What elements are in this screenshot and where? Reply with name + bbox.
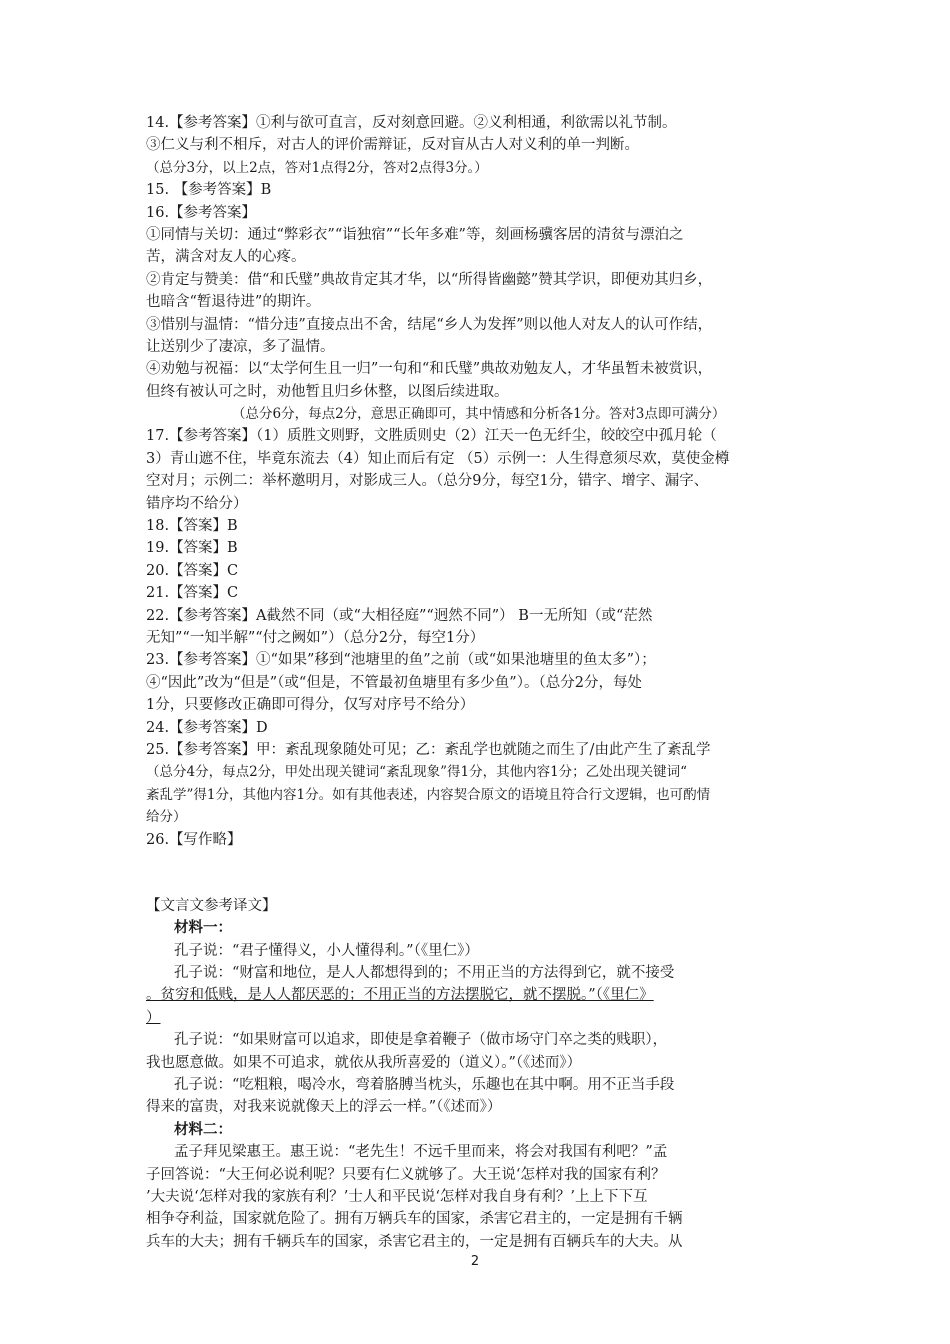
answer-14: [146, 112, 818, 179]
answer-23-line: ④“因此”改为“但是”（或“但是，不管最初鱼塘里有多少鱼”）。（总分2分，每处: [146, 674, 642, 691]
translation-title: 【文言文参考译文】: [146, 897, 277, 914]
answer-16-line: 但终有被认可之时，劝他暂且归乡休整，以图后续进取。: [146, 383, 509, 400]
material-2-heading: 材料二：: [174, 1120, 232, 1138]
material-1-heading: 材料一：: [174, 919, 232, 937]
answer-16-line: 也暗含“暂退待进”的期许。: [146, 294, 321, 311]
answer-20: 20.【答案】C: [146, 562, 239, 579]
answer-16: [146, 202, 818, 426]
answer-16-line: 让送别少了凄凉，多了温情。: [146, 338, 335, 355]
answer-17-line: 错序均不给分）: [146, 495, 248, 512]
answer-24: 24.【参考答案】D: [146, 719, 268, 736]
page-number: 2: [470, 1254, 480, 1269]
material-1-line: 孔子说：“君子懂得义，小人懂得利。”（《里仁》）: [174, 942, 479, 959]
answer-14-score: （总分3分，以上2点，答对1点得2分，答对2点得3分。）: [146, 159, 488, 176]
material-2-line: 兵车的大夫；拥有千辆兵车的国家，杀害它君主的，一定是拥有百辆兵车的大夫。从: [146, 1233, 683, 1250]
answer-17-line: 空对月；示例二：举杯邀明月，对影成三人。（总分9分，每空1分，错字、增字、漏字、: [146, 473, 709, 490]
answer-22-line: 22.【参考答案】A截然不同（或“大相径庭”“迥然不同”） B一无所知（或“茫然: [146, 607, 653, 624]
answer-23-line: 23.【参考答案】①“如果”移到“池塘里的鱼”之前（或“如果池塘里的鱼太多”）；: [146, 652, 656, 669]
material-1-line-underlined: 。贫穷和低贱，是人人都厌恶的；不用正当的方法摆脱它，就不摆脱。”（《里仁》: [146, 987, 654, 1004]
material-1-line: 孔子说：“如果财富可以追求，即使是拿着鞭子（做市场守门卒之类的贱职），: [174, 1032, 668, 1049]
answer-17-line: 3）青山遮不住，毕竟东流去（4）知止而后有定 （5）示例一：人生得意须尽欢，莫使金樽: [146, 450, 730, 467]
answer-25-line: 给分）: [146, 809, 187, 826]
answer-16-line: ③惜别与温情：“惜分违”直接点出不舍，结尾“乡人为发挥”则以他人对友人的认可作结，: [146, 316, 713, 333]
material-2-line: 孟子拜见梁惠王。惠王说：“老先生！不远千里而来，将会对我国有利吧？”孟: [174, 1144, 668, 1161]
answer-15: 15. 【参考答案】B: [146, 182, 272, 199]
material-2-line: ’大夫说‘怎样对我的家族有利？’士人和平民说‘怎样对我自身有利？’上上下下互: [146, 1188, 648, 1205]
answer-19: 19.【答案】B: [146, 540, 238, 557]
answer-16-line: ④劝勉与祝福：以“太学何生且一归”一句和“和氏璧”典故劝勉友人，才华虽暂未被赏识，: [146, 361, 713, 378]
spacer: [146, 851, 818, 895]
answer-16-heading: 16.【参考答案】: [146, 204, 257, 221]
answer-23: [146, 649, 818, 716]
material-1-line-underlined: ）: [146, 1009, 161, 1026]
answer-16-line: ②肯定与赞美：借“和氏璧”典故肯定其才华，以“所得皆幽懿”赞其学识，即便劝其归乡，: [146, 271, 713, 288]
answer-25-line: （总分4分，每点2分，甲处出现关键词“紊乱现象”得1分，其他内容1分；乙处出现关键词“: [146, 764, 688, 781]
answer-23-line: 1分，只要修改正确即可得分，仅写对序号不给分）: [146, 697, 475, 714]
answer-26: 26.【写作略】: [146, 831, 242, 848]
answer-page: [146, 112, 818, 1253]
material-1-line: 得来的富贵，对我来说就像天上的浮云一样。”（《述而》）: [146, 1099, 502, 1116]
answer-14-line: ③仁义与利不相斥，对古人的评价需辩证，反对盲从古人对义利的单一判断。: [146, 137, 639, 154]
translation-section: [146, 895, 818, 1253]
material-2-line: 相争夺利益，国家就危险了。拥有万辆兵车的国家，杀害它君主的，一定是拥有千辆: [146, 1211, 683, 1228]
answer-16-line: ①同情与关切：通过“弊彩衣”“诣独宿”“长年多难”等，刻画杨骥客居的清贫与漂泊之: [146, 226, 684, 243]
answer-17-line: 17.【参考答案】（1）质胜文则野，文胜质则史（2）江天一色无纤尘，皎皎空中孤月轮（: [146, 428, 717, 445]
material-1-line: 孔子说：“吃粗粮，喝冷水，弯着胳膊当枕头，乐趣也在其中啊。用不正当手段: [174, 1077, 675, 1094]
answer-25-line: 紊乱学”得1分，其他内容1分。如有其他表述，内容契合原文的语境且符合行文逻辑，也可酌情: [146, 786, 711, 803]
answer-25-line: 25.【参考答案】甲：紊乱现象随处可见；乙：紊乱学也就随之而生了/由此产生了紊乱学: [146, 741, 711, 758]
answer-18: 18.【答案】B: [146, 518, 238, 535]
material-2-line: 子回答说：“大王何必说利呢？只要有仁义就够了。大王说‘怎样对我的国家有利？: [146, 1166, 666, 1183]
answer-21: 21.【答案】C: [146, 585, 239, 602]
material-1-line: 孔子说：“财富和地位，是人人都想得到的；不用正当的方法得到它，就不接受: [174, 965, 675, 982]
answer-25: [146, 739, 818, 829]
answer-22: [146, 605, 818, 650]
material-1-line: 我也愿意做。如果不可追求，就依从我所喜爱的（道义）。”（《述而》）: [146, 1054, 582, 1071]
answer-16-score: （总分6分，每点2分，意思正确即可，其中情感和分析各1分。答对3点即可满分）: [232, 406, 726, 423]
answer-14-line: 14.【参考答案】①利与欲可直言，反对刻意回避。②义利相通，利欲需以礼节制。: [146, 115, 677, 131]
answer-22-line: 无知”“一知半解”“付之阙如”）（总分2分，每空1分）: [146, 629, 485, 646]
answer-17: [146, 425, 818, 515]
answer-16-line: 苦，满含对友人的心疼。: [146, 249, 306, 266]
